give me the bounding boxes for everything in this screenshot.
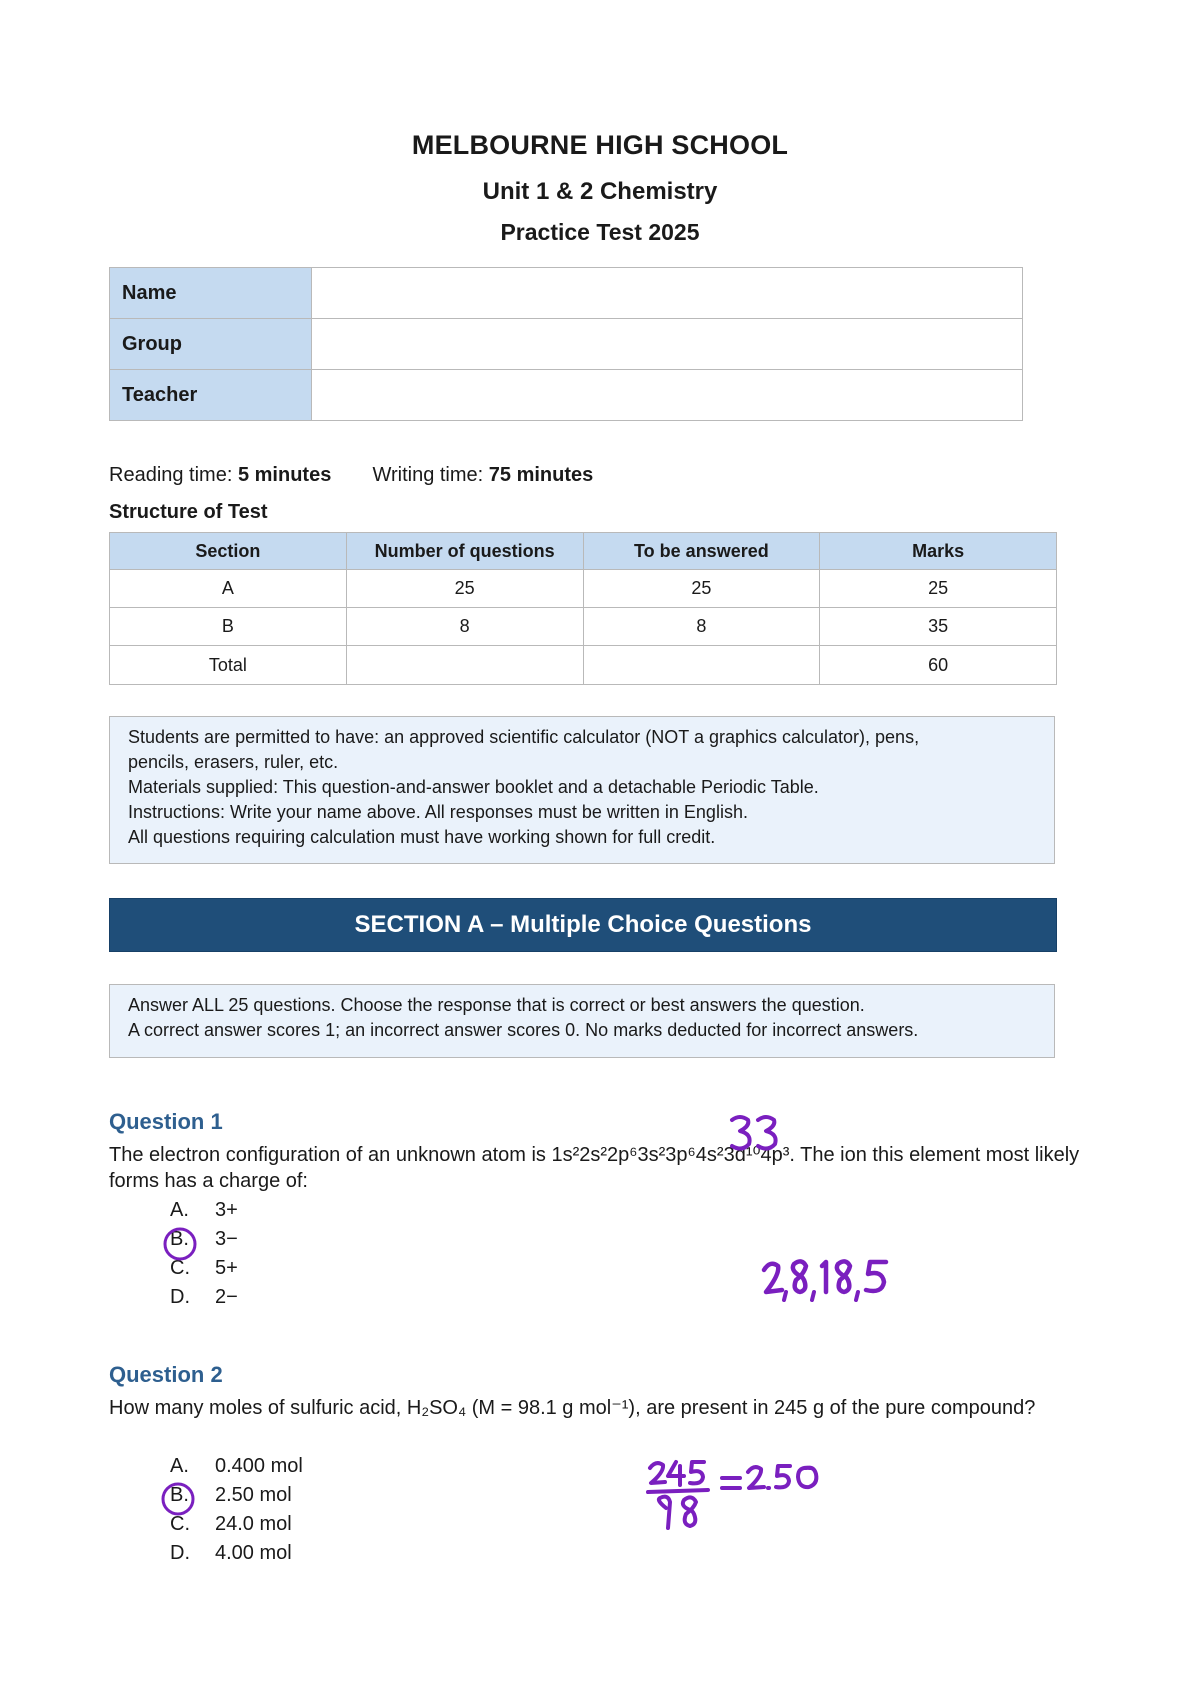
option-letter: B. (170, 1228, 189, 1250)
option-letter: C. (170, 1257, 190, 1279)
question-1-options (170, 1196, 238, 1312)
option-b[interactable] (170, 1225, 238, 1254)
unit-title: Unit 1 & 2 Chemistry (482, 178, 718, 205)
section-a-notes (109, 984, 1055, 1058)
table-row (110, 608, 1057, 646)
option-text: 4.00 mol (215, 1542, 292, 1564)
info-row-name (110, 268, 1023, 319)
option-letter: B. (170, 1484, 189, 1506)
column-header: To be answered (583, 533, 820, 570)
note-line: A correct answer scores 1; an incorrect answer scores 0. No marks deducted for incorrect answers. (128, 1020, 919, 1040)
table-row (110, 646, 1057, 685)
reading-time-label: Reading time: (109, 464, 233, 486)
column-header: Section (110, 533, 347, 570)
table-cell: A (110, 570, 347, 608)
option-d[interactable] (170, 1283, 238, 1312)
instruction-line: Students are permitted to have: an approved scientific calculator (NOT a graphics calculator), pens, (128, 727, 920, 747)
table-cell: 25 (346, 570, 583, 608)
table-cell: 25 (820, 570, 1057, 608)
handwriting-2-8-18-5 (760, 1256, 892, 1306)
info-label: Group (110, 319, 312, 370)
table-cell: 8 (583, 608, 820, 646)
structure-table (109, 532, 1057, 685)
reading-time-value: 5 minutes (237, 464, 332, 486)
teacher-field[interactable] (312, 370, 1023, 421)
question-2-title: Question 2 (109, 1362, 223, 1387)
instruction-line: All questions requiring calculation must have working shown for full credit. (128, 827, 716, 847)
info-row-group (110, 319, 1023, 370)
student-info-table (109, 267, 1023, 421)
option-text: 0.400 mol (215, 1455, 303, 1477)
table-cell (583, 646, 820, 685)
option-text: 5+ (215, 1257, 238, 1279)
time-allowance (109, 464, 593, 487)
option-letter: A. (170, 1455, 189, 1477)
option-d[interactable] (170, 1539, 303, 1568)
table-cell: B (110, 608, 347, 646)
info-label: Name (110, 268, 312, 319)
handwriting-245-over-98-equals-2-50 (646, 1458, 826, 1538)
option-c[interactable] (170, 1254, 238, 1283)
option-letter: D. (170, 1542, 190, 1564)
option-text: 2− (215, 1286, 238, 1308)
option-letter: A. (170, 1199, 189, 1221)
table-cell (346, 646, 583, 685)
question-1-text: The electron configuration of an unknown atom is 1s²2s²2p⁶3s²3p⁶4s²3d¹⁰4p³. The ion this element most likely forms has a charge of: (109, 1144, 1080, 1192)
info-row-teacher (110, 370, 1023, 421)
option-letter: D. (170, 1286, 190, 1308)
structure-header-row (110, 533, 1057, 570)
question-2-text: How many moles of sulfuric acid, H₂SO₄ (M = 98.1 g mol⁻¹), are present in 245 g of the pure compound? (109, 1397, 1036, 1419)
option-a[interactable] (170, 1452, 303, 1481)
writing-time-value: 75 minutes (488, 464, 594, 486)
option-a[interactable] (170, 1196, 238, 1225)
test-title: Practice Test 2025 (500, 219, 700, 245)
option-text: 24.0 mol (215, 1513, 292, 1535)
name-field[interactable] (312, 268, 1023, 319)
table-cell: 25 (583, 570, 820, 608)
option-text: 2.50 mol (215, 1484, 292, 1506)
table-row (110, 570, 1057, 608)
question-2-options (170, 1452, 303, 1568)
section-a-banner: SECTION A – Multiple Choice Questions (109, 898, 1057, 952)
structure-heading: Structure of Test (109, 501, 268, 523)
option-letter: C. (170, 1513, 190, 1535)
instruction-line: Materials supplied: This question-and-answer booklet and a detachable Periodic Table. (128, 777, 819, 797)
writing-time-label: Writing time: (372, 464, 484, 486)
group-field[interactable] (312, 319, 1023, 370)
table-cell: 8 (346, 608, 583, 646)
instructions-box (109, 716, 1055, 864)
option-b[interactable] (170, 1481, 303, 1510)
question-1-title: Question 1 (109, 1109, 223, 1134)
instruction-line: pencils, erasers, ruler, etc. (128, 752, 339, 772)
table-cell: 35 (820, 608, 1057, 646)
instruction-line: Instructions: Write your name above. All responses must be written in English. (128, 802, 748, 822)
table-cell: 60 (820, 646, 1057, 685)
table-cell: Total (110, 646, 347, 685)
note-line: Answer ALL 25 questions. Choose the response that is correct or best answers the question. (128, 995, 865, 1015)
option-text: 3+ (215, 1199, 238, 1221)
school-name: MELBOURNE HIGH SCHOOL (411, 130, 789, 160)
option-text: 3− (215, 1228, 238, 1250)
column-header: Marks (820, 533, 1057, 570)
info-label: Teacher (110, 370, 312, 421)
option-c[interactable] (170, 1510, 303, 1539)
column-header: Number of questions (346, 533, 583, 570)
